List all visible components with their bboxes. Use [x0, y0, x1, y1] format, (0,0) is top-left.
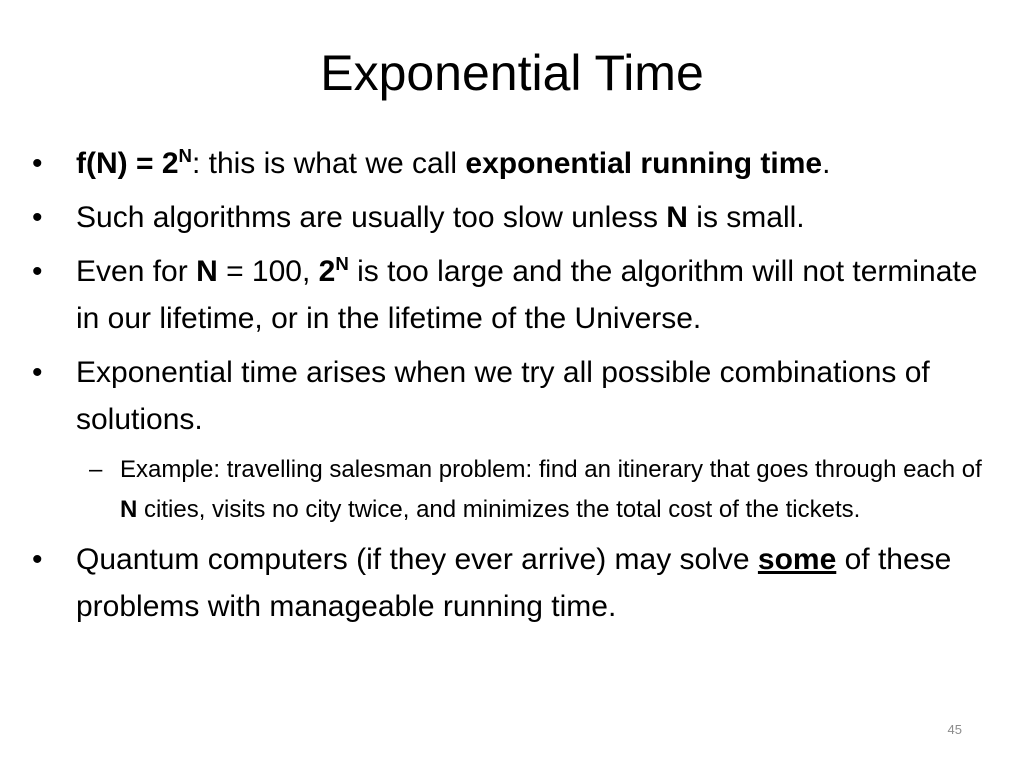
bold-term: exponential running time	[465, 147, 823, 180]
bullet-end: .	[822, 147, 831, 180]
bullet-too-slow	[32, 194, 992, 241]
bullet-n-100	[32, 248, 992, 342]
power-base: 2	[318, 255, 336, 288]
function-exponent: N	[178, 144, 192, 166]
bullet-marker: •	[32, 356, 43, 389]
function-expression: f(N) = 2	[76, 147, 179, 180]
bullet-text: Even for	[76, 255, 197, 288]
sub-bullet-text: cities, visits no city twice, and minimizes the total cost of the tickets.	[137, 496, 861, 523]
variable-n: N	[120, 496, 138, 523]
bullet-text: of these problems with manageable running time.	[76, 543, 952, 623]
power-exponent: N	[335, 252, 349, 274]
bullet-text: = 100,	[217, 255, 319, 288]
bullet-text: is too large and the algorithm will not terminate in our lifetime, or in the lifetime of the Universe.	[76, 255, 978, 335]
page-number: 45	[947, 722, 962, 737]
bullet-exponential-definition	[32, 140, 992, 187]
bullet-marker: •	[32, 147, 43, 180]
bullet-text: : this is what we call	[191, 147, 466, 180]
sub-bullet-tsp-example	[76, 450, 992, 530]
bullet-text: is small.	[687, 201, 805, 234]
bullet-marker: •	[32, 201, 43, 234]
sub-bullet-marker: –	[89, 456, 103, 483]
variable-n: N	[196, 255, 218, 288]
bullet-combinations	[32, 349, 992, 443]
bullet-text: Exponential time arises when we try all possible combinations of solutions.	[76, 356, 930, 436]
slide-title: Exponential Time	[320, 45, 704, 101]
variable-n: N	[666, 201, 688, 234]
emphasis-some: some	[757, 543, 837, 576]
bullet-marker: •	[32, 255, 43, 288]
bullet-marker: •	[32, 543, 43, 576]
bullet-text: Such algorithms are usually too slow unless	[76, 201, 667, 234]
bullet-quantum	[32, 536, 992, 630]
sub-bullet-text: Example: travelling salesman problem: find an itinerary that goes through each of	[120, 456, 982, 483]
bullet-text: Quantum computers (if they ever arrive) may solve	[76, 543, 758, 576]
bullet-list	[32, 140, 992, 637]
